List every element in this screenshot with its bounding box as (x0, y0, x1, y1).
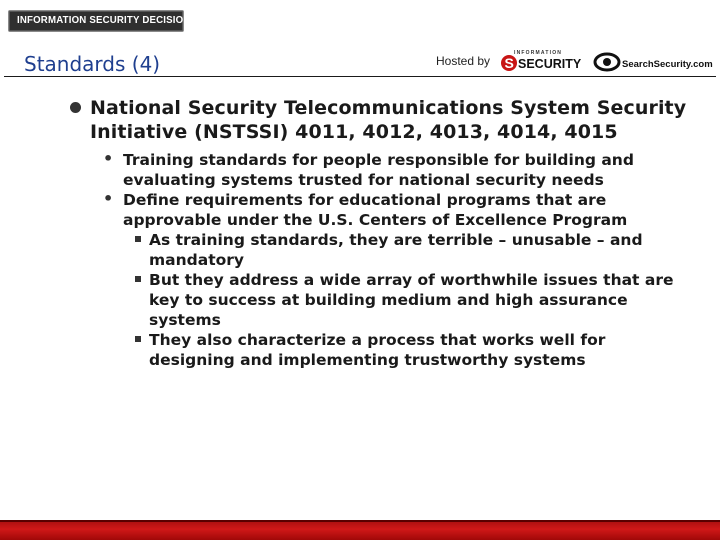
sub-sub-bullet (149, 230, 696, 270)
square-bullet-icon (135, 336, 141, 342)
footer-bar (0, 522, 720, 540)
bullet-icon: • (103, 189, 114, 208)
square-bullet-icon (135, 236, 141, 242)
sub-bullet (103, 189, 696, 230)
sub-sub-bullet-text: But they address a wide array of worthwhile issues that are key to success at building medium and high assurance systems (149, 271, 674, 329)
bullet-icon: • (103, 149, 114, 168)
sub-bullet (103, 149, 696, 190)
sub-sub-bullet-text: They also characterize a process that works well for designing and implementing trustworthy systems (149, 331, 606, 369)
searchsecurity-logo-text: SearchSecurity.com (622, 59, 713, 70)
sub-sub-bullet (149, 270, 696, 330)
security-logo-text: SECURITY (518, 57, 582, 71)
sub-sub-bullet (149, 330, 696, 370)
sub-bullet-text: Define requirements for educational programs that are approvable under the U.S. Centers of Excellence Program (123, 191, 628, 229)
slide-title: Standards (4) (24, 52, 161, 76)
hosted-by-label: Hosted by (436, 54, 491, 68)
information-security-logo (500, 48, 582, 74)
title-divider (4, 76, 716, 77)
conference-badge (8, 10, 198, 32)
main-bullet-text: National Security Telecommunications System Security Initiative (NSTSSI) 4011, 4012, 4013, 4014, 4015 (90, 97, 687, 143)
square-bullet-icon (135, 276, 141, 282)
slide-body (66, 96, 696, 370)
conference-badge-label: INFORMATION SECURITY DECISIONS (17, 14, 198, 26)
bullet-dot-icon (70, 102, 81, 113)
sub-bullet-text: Training standards for people responsible for building and evaluating systems trusted for national security needs (123, 151, 634, 189)
security-logo-top-text: INFORMATION (514, 50, 563, 56)
sub-sub-bullet-text: As training standards, they are terrible – unusable – and mandatory (149, 231, 643, 269)
main-bullet (66, 96, 696, 144)
svg-text:S: S (504, 55, 514, 71)
searchsecurity-logo (593, 50, 715, 74)
